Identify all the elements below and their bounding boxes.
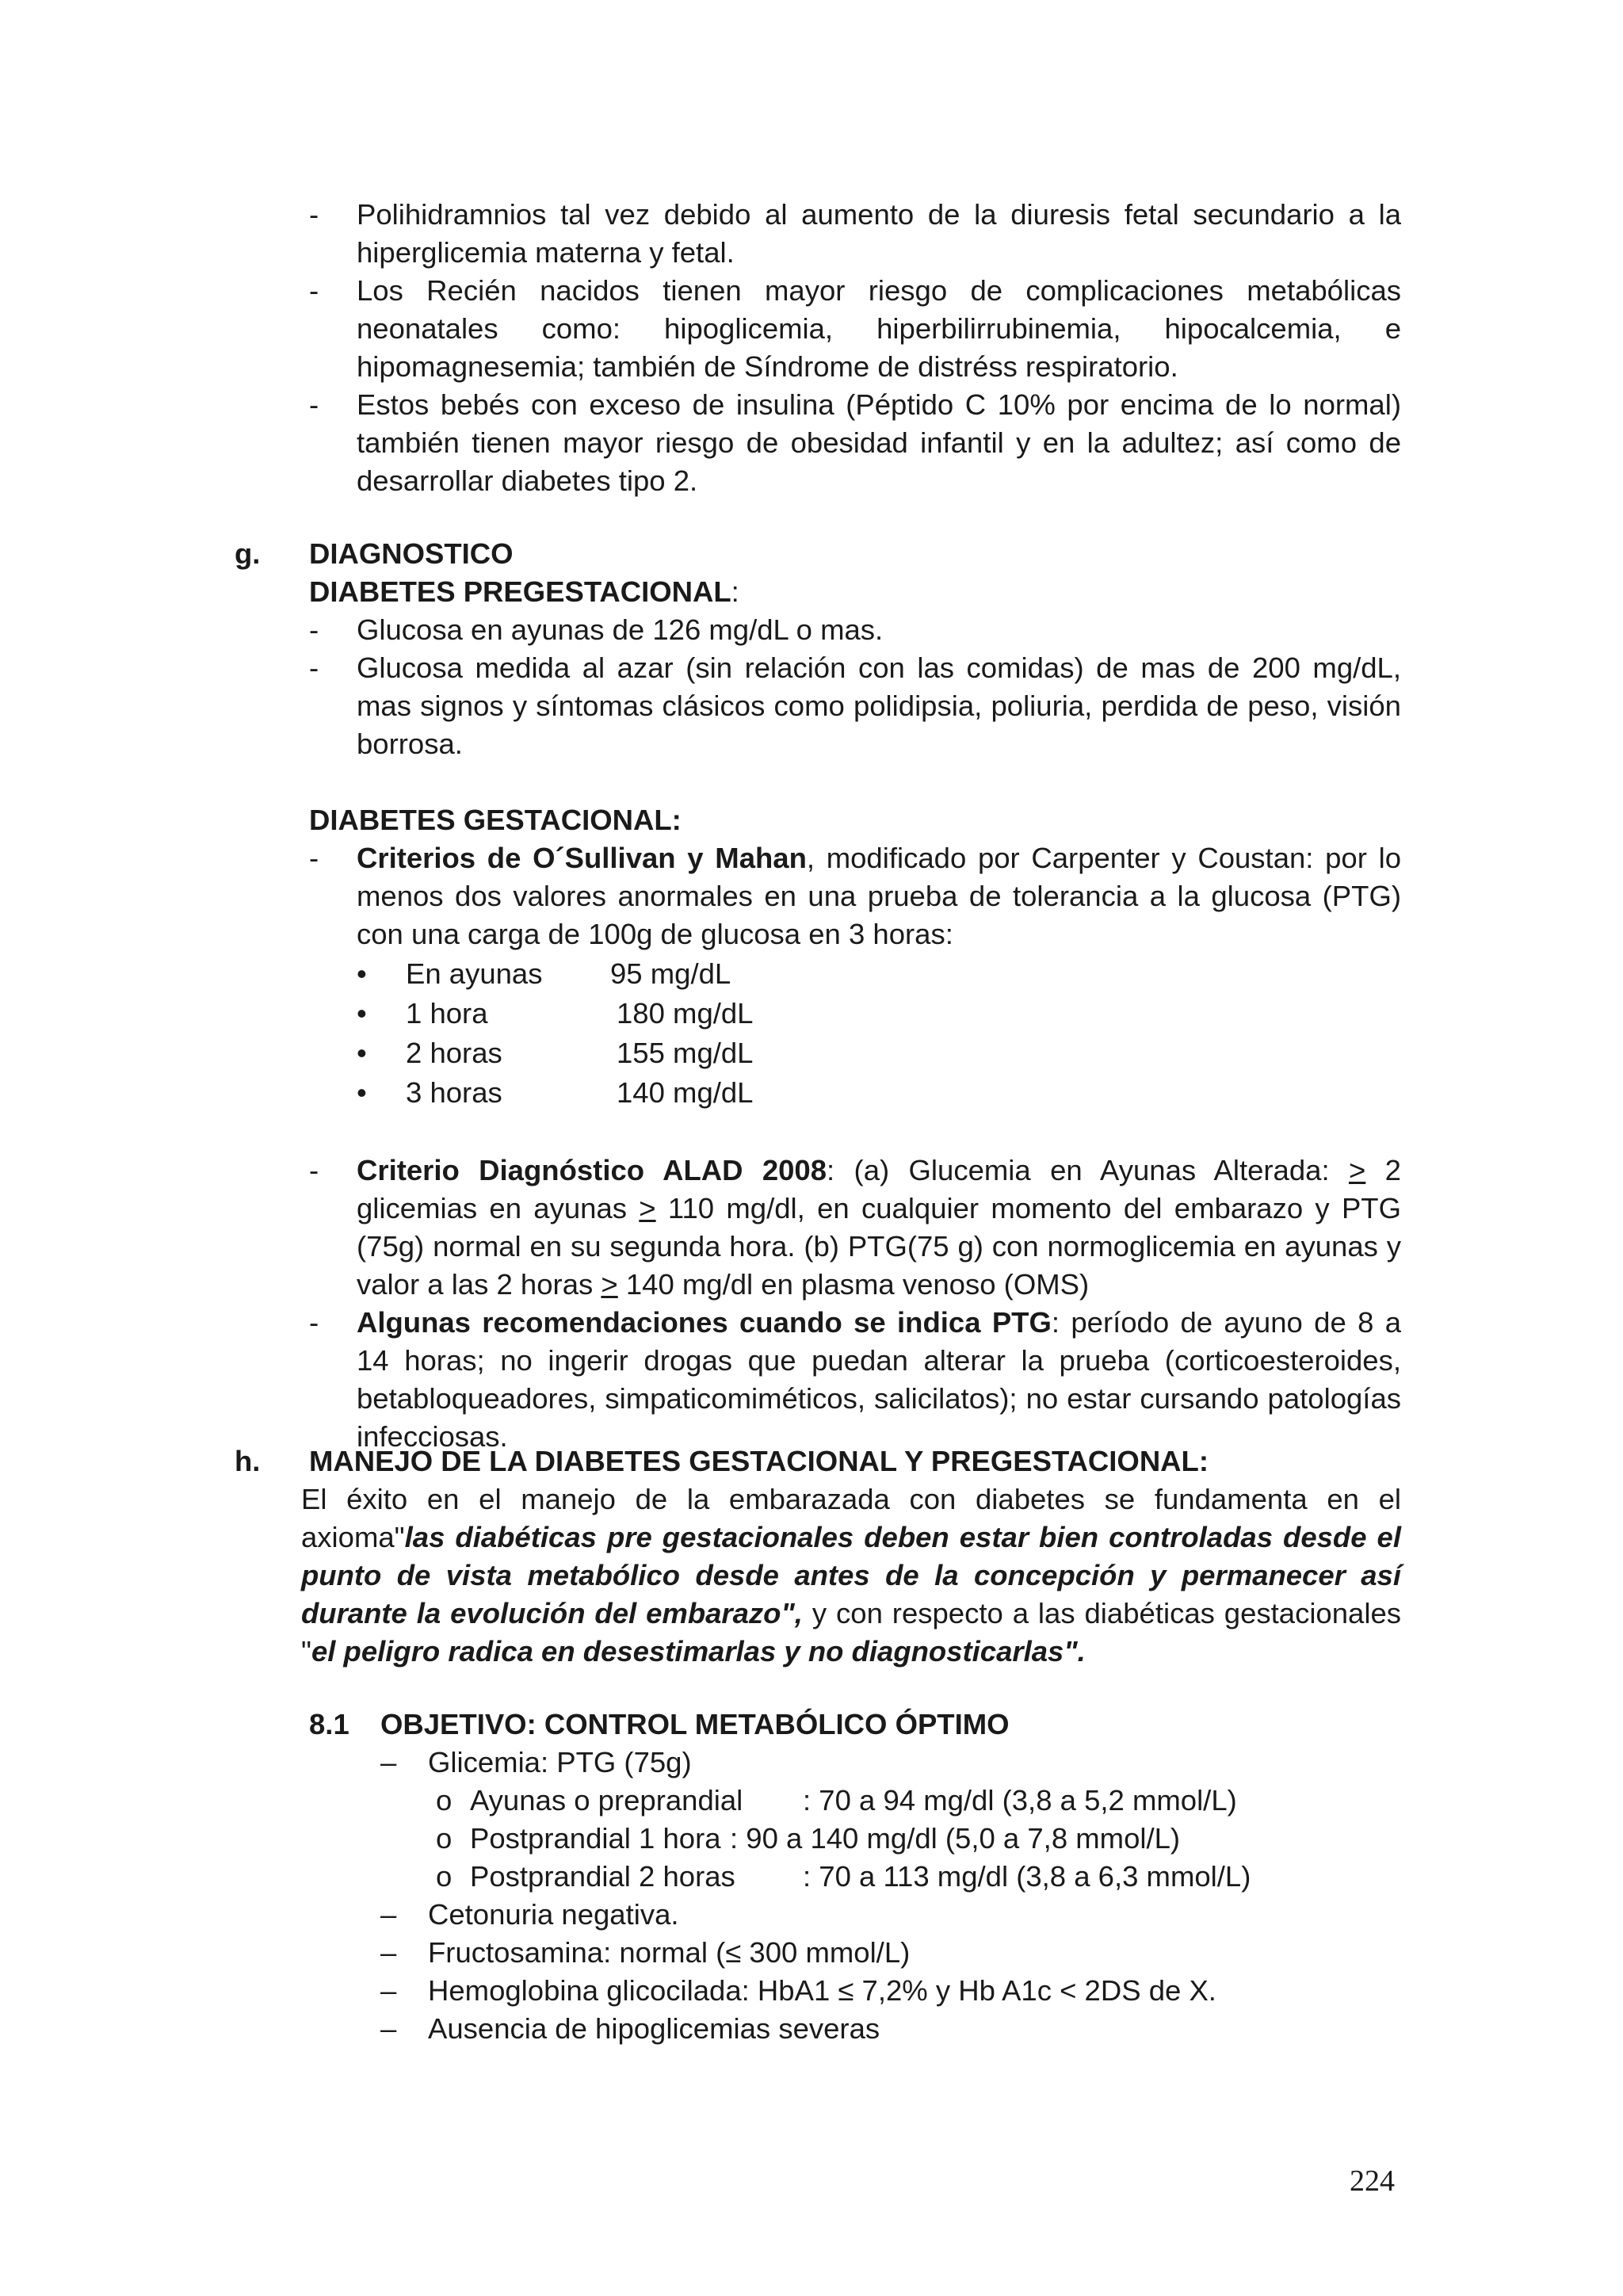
list-item bbox=[380, 1744, 1401, 1782]
list-dash: – bbox=[380, 1974, 397, 2007]
circle-bullet: o bbox=[436, 1784, 453, 1817]
list-dash: - bbox=[309, 274, 319, 307]
section-8-1-heading bbox=[309, 1706, 1401, 1744]
alad-part: 140 mg/dl en plasma venoso (OMS) bbox=[617, 1268, 1090, 1301]
section-8-1-title: OBJETIVO: CONTROL METABÓLICO ÓPTIMO bbox=[380, 1708, 1010, 1740]
list-item bbox=[380, 2010, 1401, 2048]
section-number: 8.1 bbox=[309, 1708, 349, 1740]
target-label: Postprandial 2 horas bbox=[470, 1860, 735, 1893]
ptg-value: 180 mg/dL bbox=[617, 997, 754, 1030]
list-item bbox=[309, 1304, 1401, 1456]
target-row bbox=[420, 1820, 1401, 1858]
ge-sign: > bbox=[639, 1192, 656, 1224]
target-label: Postprandial 1 hora bbox=[470, 1822, 721, 1855]
list-item-text: Cetonuria negativa. bbox=[428, 1898, 679, 1931]
ptg-value-row bbox=[357, 1074, 1401, 1114]
osullivan-text bbox=[357, 839, 1401, 953]
target-list bbox=[420, 1782, 1401, 1896]
bullet: • bbox=[357, 997, 367, 1030]
list-item bbox=[309, 386, 1401, 500]
list-dash: - bbox=[309, 198, 319, 231]
target-row bbox=[420, 1858, 1401, 1896]
list-item-text: Hemoglobina glicocilada: HbA1 ≤ 7,2% y Hb A1c < 2DS de X. bbox=[428, 1974, 1216, 2007]
target-row bbox=[420, 1782, 1401, 1820]
list-item bbox=[309, 649, 1401, 763]
list-item-text: Glucosa medida al azar (sin relación con las comidas) de mas de 200 mg/dL, mas signos y síntomas clásicos como polidipsia, poliuria, perdida de peso, visión borrosa. bbox=[357, 651, 1401, 760]
pregest-heading bbox=[309, 573, 1401, 611]
circle-bullet: o bbox=[436, 1860, 453, 1893]
ptg-value-row bbox=[357, 955, 1401, 995]
ptg-value: 140 mg/dL bbox=[617, 1076, 754, 1109]
objective-list bbox=[380, 1744, 1401, 2048]
alad-part: 2 glicemias en ayunas bbox=[357, 1154, 1401, 1224]
list-item bbox=[380, 1972, 1401, 2010]
alad-text bbox=[357, 1152, 1401, 1304]
list-dash: – bbox=[380, 1898, 397, 1931]
intro-list bbox=[309, 196, 1401, 500]
ptg-label: 2 horas bbox=[406, 1037, 502, 1069]
list-dash: – bbox=[380, 2012, 397, 2045]
ptg-values-list bbox=[357, 955, 1401, 1114]
section-g-letter: g. bbox=[235, 537, 261, 570]
alad-part: : (a) Glucemia en Ayunas Alterada: bbox=[827, 1154, 1349, 1186]
osullivan-bold: Criterios de O´Sullivan y Mahan bbox=[357, 842, 807, 874]
list-item bbox=[380, 1934, 1401, 1972]
list-item bbox=[309, 196, 1401, 272]
list-dash: - bbox=[309, 842, 319, 874]
list-item-text: Polihidramnios tal vez debido al aumento de la diuresis fetal secundario a la hiperglicemia materna y fetal. bbox=[357, 198, 1401, 269]
section-h-paragraph bbox=[301, 1480, 1401, 1671]
ge-sign: > bbox=[1348, 1154, 1366, 1186]
list-item bbox=[309, 1152, 1401, 1304]
ptg-value-row bbox=[357, 995, 1401, 1034]
target-value: : 90 a 140 mg/dl (5,0 a 7,8 mmol/L) bbox=[730, 1822, 1181, 1855]
list-item bbox=[309, 839, 1401, 953]
list-dash: - bbox=[309, 1306, 319, 1339]
list-item-text: Glicemia: PTG (75g) bbox=[428, 1746, 692, 1778]
list-dash: - bbox=[309, 613, 319, 646]
list-dash: - bbox=[309, 388, 319, 421]
list-item bbox=[309, 272, 1401, 386]
list-dash: – bbox=[380, 1746, 397, 1778]
recom-text bbox=[357, 1304, 1401, 1456]
para-quote: el peligro radica en desestimarlas y no diagnosticarlas". bbox=[311, 1635, 1086, 1668]
pregest-title: DIABETES PREGESTACIONAL bbox=[309, 575, 731, 608]
para-quote: las diabéticas pre gestacionales deben estar bien controladas desde el punto de vista metabólico desde antes de la concepción y permanecer así durante la evolución del embarazo", bbox=[301, 1521, 1401, 1629]
ptg-label: En ayunas bbox=[406, 957, 543, 990]
section-g bbox=[309, 535, 1401, 1456]
gest-title: DIABETES GESTACIONAL: bbox=[309, 804, 682, 836]
section-g-title: DIAGNOSTICO bbox=[309, 537, 514, 570]
ptg-label: 1 hora bbox=[406, 997, 488, 1030]
list-dash: – bbox=[380, 1936, 397, 1969]
circle-bullet: o bbox=[436, 1822, 453, 1855]
section-h-letter: h. bbox=[235, 1445, 261, 1477]
section-h-title: MANEJO DE LA DIABETES GESTACIONAL Y PREGESTACIONAL: bbox=[309, 1445, 1209, 1477]
list-item-text: Glucosa en ayunas de 126 mg/dL o mas. bbox=[357, 613, 884, 646]
target-value: : 70 a 94 mg/dl (3,8 a 5,2 mmol/L) bbox=[803, 1784, 1237, 1817]
ptg-value: 155 mg/dL bbox=[617, 1037, 754, 1069]
list-item-text: Ausencia de hipoglicemias severas bbox=[428, 2012, 880, 2045]
list-item-text: Fructosamina: normal (≤ 300 mmol/L) bbox=[428, 1936, 911, 1969]
section-h bbox=[301, 1442, 1401, 1671]
alad-bold: Criterio Diagnóstico ALAD 2008 bbox=[357, 1154, 827, 1186]
section-8-1 bbox=[309, 1706, 1401, 2048]
page-number: 224 bbox=[1350, 2164, 1395, 2198]
para-part: y con respecto a las diabéticas gestacionales " bbox=[301, 1597, 1401, 1668]
pregest-colon: : bbox=[731, 575, 739, 608]
osullivan-rest: , modificado por Carpenter y Coustan: por lo menos dos valores anormales en una prueba de tolerancia a la glucosa (PTG) con una carga de 100g de glucosa en 3 horas: bbox=[357, 842, 1401, 950]
target-value: : 70 a 113 mg/dl (3,8 a 6,3 mmol/L) bbox=[803, 1860, 1251, 1893]
alad-part: 110 mg/dl, en cualquier momento del embarazo y PTG (75g) normal en su segunda hora. (b) PTG(75 g) con normoglicemia en ayunas y valor a las 2 horas bbox=[357, 1192, 1401, 1301]
bullet: • bbox=[357, 1037, 367, 1069]
recom-rest: : período de ayuno de 8 a 14 horas; no ingerir drogas que puedan alterar la prueba (corticoesteroides, betabloqueadores, simpaticomiméticos, salicilatos); no estar cursando patologías infecciosas. bbox=[357, 1306, 1401, 1453]
list-dash: - bbox=[309, 651, 319, 684]
para-part: El éxito en el manejo de la embarazada con diabetes se fundamenta en el axioma" bbox=[301, 1483, 1401, 1553]
ptg-value-row bbox=[357, 1034, 1401, 1074]
target-label: Ayunas o preprandial bbox=[470, 1784, 743, 1817]
bullet: • bbox=[357, 1076, 367, 1109]
list-item-text: Estos bebés con exceso de insulina (Péptido C 10% por encima de lo normal) también tienen mayor riesgo de obesidad infantil y en la adultez; así como de desarrollar diabetes tipo 2. bbox=[357, 388, 1401, 497]
list-dash: - bbox=[309, 1154, 319, 1186]
list-item bbox=[309, 611, 1401, 649]
bullet: • bbox=[357, 957, 367, 990]
ptg-label: 3 horas bbox=[406, 1076, 502, 1109]
list-item-text: Los Recién nacidos tienen mayor riesgo de complicaciones metabólicas neonatales como: hipoglicemia, hiperbilirrubinemia, hipocalcemia, e hipomagnesemia; también de Síndrome de distréss respiratorio. bbox=[357, 274, 1401, 383]
list-item bbox=[380, 1896, 1401, 1934]
ge-sign: > bbox=[601, 1268, 618, 1301]
recom-bold: Algunas recomendaciones cuando se indica PTG bbox=[357, 1306, 1052, 1339]
ptg-value: 95 mg/dL bbox=[610, 957, 731, 990]
